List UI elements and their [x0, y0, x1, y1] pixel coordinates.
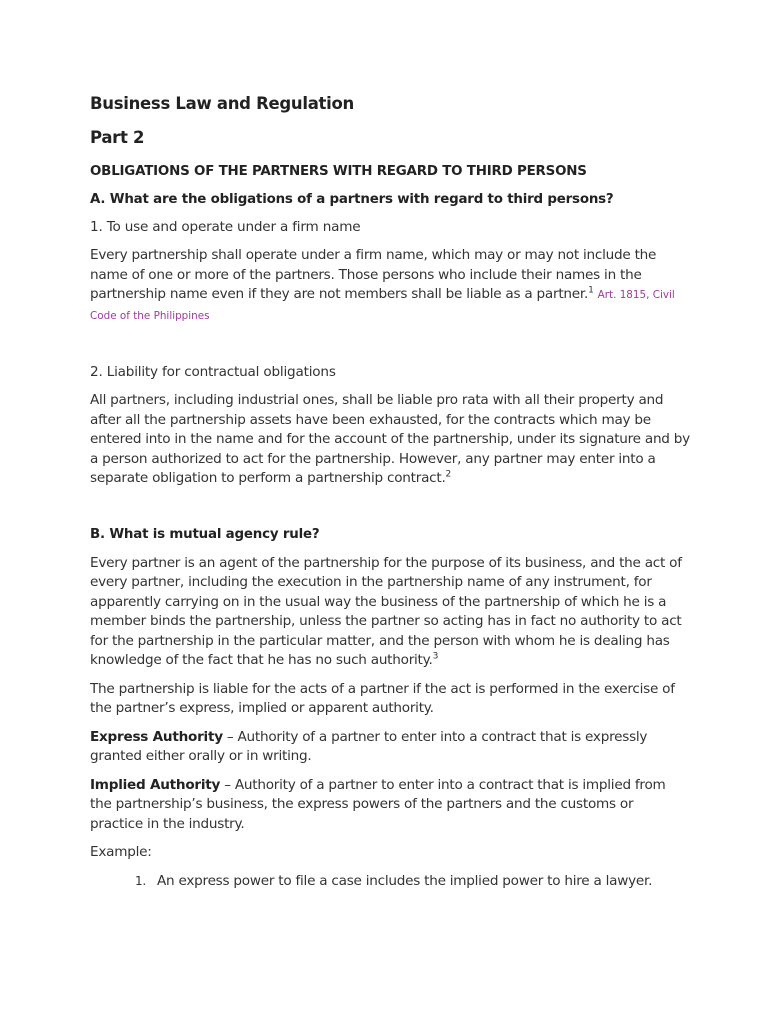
example-label: Example:	[90, 844, 152, 860]
footnote-citation[interactable]: Art. 1815, Civil Code of the Philippines	[90, 289, 675, 322]
list-item-text: An express power to file a case includes the implied power to hire a lawyer.	[157, 872, 653, 889]
part-title: Part 2	[90, 128, 145, 147]
item1-text: Every partnership shall operate under a firm name, which may or may not include the name of one or more of the partners. Those persons who include their names in the partnership name even if they are not members shall be liable as a partner.	[90, 247, 657, 302]
mutual-agency-text: Every partner is an agent of the partnership for the purpose of its business, and the act of every partner, including the execution in the partnership name of any instrument, for apparently carrying on in the usual way the business of the partnership of which he is a member binds the partnership, unless the partner so acting has in fact no authority to act for the partnership in the particular matter, and the person with whom he is dealing has knowledge of the fact that he has no such authority.	[90, 554, 682, 668]
section-heading: OBLIGATIONS OF THE PARTNERS WITH REGARD TO THIRD PERSONS	[90, 164, 587, 179]
item1-heading: 1. To use and operate under a firm name	[90, 219, 361, 235]
document-title: Business Law and Regulation	[90, 94, 354, 113]
item2-text: All partners, including industrial ones, shall be liable pro rata with all their property and after all the partnership assets have been exhausted, for the contracts which may be entered into in the name and for the account of the partnership, under its signature and by a person authorized to act for the partnership. However, any partner may enter into a separate obligation to perform a partnership contract.	[90, 392, 690, 486]
mutual-agency-paragraph	[90, 554, 690, 671]
question-a: A. What are the obligations of a partners with regard to third persons?	[90, 192, 614, 207]
liability-paragraph: The partnership is liable for the acts of a partner if the act is performed in the exercise of the partner’s express, implied or apparent authority.	[90, 680, 675, 716]
list-item-number: 1.	[135, 873, 146, 888]
express-authority-text: – Authority of a partner to enter into a contract that is expressly granted either orally or in writing.	[90, 728, 648, 764]
footnote-mark-1: 1	[588, 285, 594, 296]
item1-paragraph	[90, 246, 690, 326]
implied-authority-definition	[90, 776, 690, 835]
express-authority-term: Express Authority	[90, 728, 223, 745]
footnote-mark-3: 3	[432, 651, 439, 662]
document-page	[90, 90, 690, 891]
express-authority-definition	[90, 728, 690, 767]
implied-authority-term: Implied Authority	[90, 776, 221, 793]
item2-paragraph	[90, 391, 690, 489]
question-b: B. What is mutual agency rule?	[90, 526, 320, 542]
list-item	[135, 872, 690, 892]
implied-authority-text: – Authority of a partner to enter into a contract that is implied from the partnership’s business, the express powers of the partners and the customs or practice in the industry.	[90, 776, 666, 832]
footnote-mark-2: 2	[445, 469, 452, 480]
item2-heading: 2. Liability for contractual obligations	[90, 364, 336, 380]
